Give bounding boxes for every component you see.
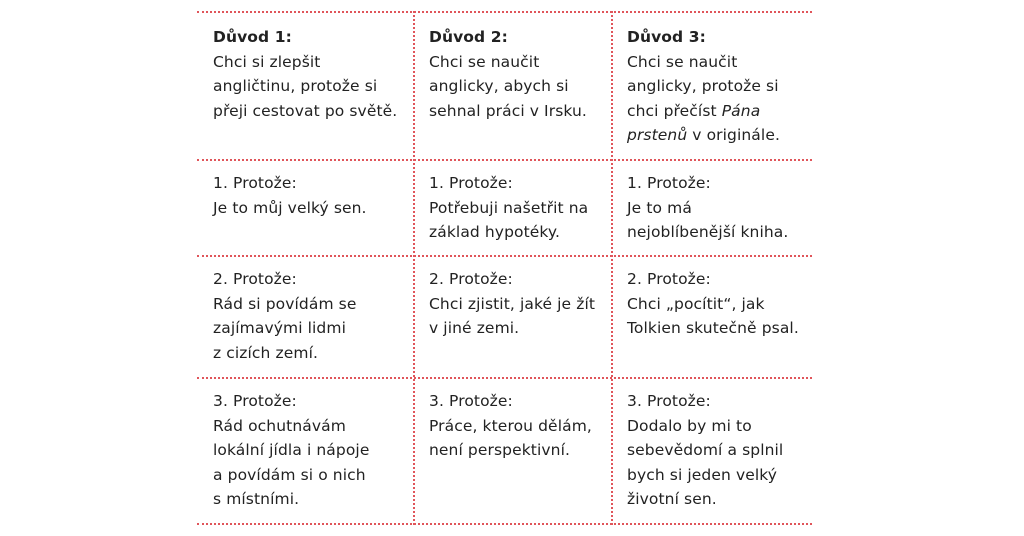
reason-cell-1 <box>213 25 397 123</box>
cause-cell-3-2 <box>627 267 799 341</box>
reason-text <box>429 50 587 124</box>
cause-line: a povídám si o nich <box>213 465 366 484</box>
reason-line <box>429 50 587 75</box>
reason-title-italic: prstenů <box>627 126 688 144</box>
reason-text-segment: anglicky, protože si <box>627 77 779 95</box>
cause-line: životní sen. <box>627 490 717 508</box>
reason-line <box>627 50 780 75</box>
divider-row-2 <box>197 255 812 257</box>
reason-text-segment: sehnal práci v Irsku. <box>429 101 587 120</box>
cause-cell-2-2 <box>429 267 595 341</box>
cause-label: 2. Protože: <box>213 270 297 288</box>
cause-line: Práce, kterou dělám, <box>429 416 592 435</box>
reason-line <box>213 74 397 99</box>
reason-line <box>213 99 397 124</box>
reason-text <box>213 50 397 124</box>
reason-line <box>429 99 587 124</box>
cause-line: základ hypotéky. <box>429 223 561 241</box>
cause-label: 3. Protože: <box>429 392 513 410</box>
divider-col-2 <box>611 11 613 525</box>
reason-line <box>627 123 780 148</box>
reason-cell-2 <box>429 25 587 123</box>
cause-label: 2. Protože: <box>429 270 513 288</box>
reason-text-segment: Chci si zlepšit <box>213 52 321 71</box>
cause-line: Potřebuji našetřit na <box>429 198 589 217</box>
reason-heading: Důvod 2: <box>429 28 508 46</box>
reason-text-segment: Chci se naučit <box>627 52 738 71</box>
divider-bottom <box>197 523 812 525</box>
cause-line: Je to můj velký sen. <box>213 198 367 217</box>
cause-label: 2. Protože: <box>627 270 711 288</box>
cause-line: lokální jídla i nápoje <box>213 441 370 459</box>
divider-col-1 <box>413 11 415 525</box>
cause-cell-3-3 <box>627 389 783 512</box>
cause-label: 1. Protože: <box>627 174 711 192</box>
cause-cell-1-3 <box>213 389 369 512</box>
cause-label: 1. Protože: <box>429 174 513 192</box>
reason-line <box>213 50 397 75</box>
cause-cell-2-3 <box>429 389 592 463</box>
cause-line: nejoblíbenější kniha. <box>627 223 789 241</box>
reason-text-segment: anglicky, abych si <box>429 77 569 95</box>
cause-line: Chci zjistit, jaké je žít <box>429 294 596 313</box>
reason-heading: Důvod 3: <box>627 28 706 46</box>
cause-label: 1. Protože: <box>213 174 297 192</box>
reasons-table <box>197 11 812 525</box>
cause-line: z cizích zemí. <box>213 343 319 362</box>
reason-line <box>627 99 780 124</box>
reason-text-segment: chci přečíst <box>627 101 722 120</box>
reason-line <box>429 74 587 99</box>
reason-cell-3 <box>627 25 780 148</box>
cause-line: s místními. <box>213 490 300 508</box>
reason-heading: Důvod 1: <box>213 28 292 46</box>
cause-line: zajímavými lidmi <box>213 319 346 337</box>
reason-text-segment: angličtinu, protože si <box>213 77 378 95</box>
reason-line <box>627 74 780 99</box>
reason-text-segment: Chci se naučit <box>429 52 540 71</box>
divider-row-1 <box>197 159 812 161</box>
cause-label: 3. Protože: <box>627 392 711 410</box>
reason-text <box>627 50 780 148</box>
cause-cell-2-1 <box>429 171 588 245</box>
cause-line: v jiné zemi. <box>429 319 520 337</box>
cause-cell-1-1 <box>213 171 367 220</box>
cause-line: sebevědomí a splnil <box>627 441 784 459</box>
reason-title-italic: Pána <box>721 101 761 120</box>
cause-cell-3-1 <box>627 171 788 245</box>
divider-top <box>197 11 812 13</box>
cause-label: 3. Protože: <box>213 392 297 410</box>
reason-text-segment: přeji cestovat po světě. <box>213 101 398 120</box>
cause-line: bych si jeden velký <box>627 465 778 484</box>
reason-text-segment: v originále. <box>687 126 780 144</box>
divider-row-3 <box>197 377 812 379</box>
cause-line: Chci „pocítit“, jak <box>627 294 765 313</box>
cause-line: Je to má <box>627 198 692 217</box>
cause-line: není perspektivní. <box>429 441 571 459</box>
cause-line: Rád si povídám se <box>213 294 357 313</box>
cause-cell-1-2 <box>213 267 356 365</box>
cause-line: Tolkien skutečně psal. <box>627 319 799 337</box>
cause-line: Dodalo by mi to <box>627 416 752 435</box>
cause-line: Rád ochutnávám <box>213 416 346 435</box>
